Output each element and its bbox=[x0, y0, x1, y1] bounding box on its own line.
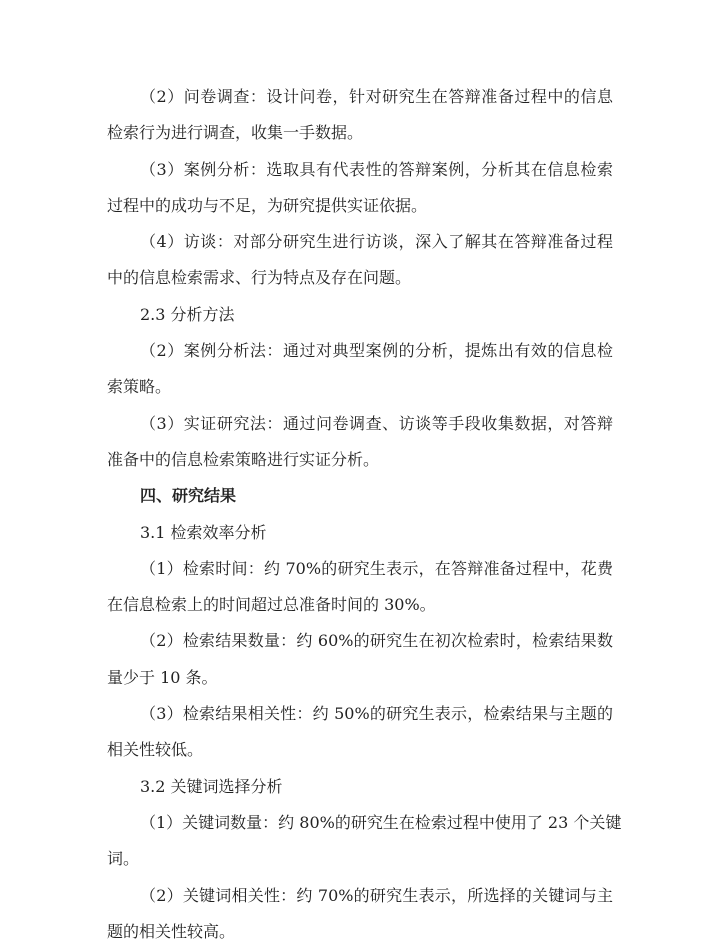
text-line: 词。 bbox=[107, 849, 140, 869]
text-line: （4）访谈：对部分研究生进行访谈，深入了解其在答辩准备过程 bbox=[140, 232, 613, 252]
text-line: （3）检索结果相关性：约 50%的研究生表示，检索结果与主题的 bbox=[140, 704, 613, 724]
paragraph bbox=[107, 79, 613, 152]
subsection-heading bbox=[107, 769, 613, 805]
paragraph bbox=[107, 805, 622, 878]
text-line: （3）实证研究法：通过问卷调查、访谈等手段收集数据，对答辩 bbox=[140, 413, 613, 433]
text-line: 索策略。 bbox=[107, 377, 172, 397]
paragraph bbox=[107, 551, 613, 624]
text-line: （2）案例分析法：通过对典型案例的分析，提炼出有效的信息检 bbox=[140, 341, 613, 361]
text-line: （2）检索结果数量：约 60%的研究生在初次检索时，检索结果数 bbox=[140, 631, 613, 651]
text-line: 在信息检索上的时间超过总准备时间的 30%。 bbox=[107, 595, 436, 615]
paragraph bbox=[107, 224, 613, 297]
text-line: 检索行为进行调查，收集一手数据。 bbox=[107, 123, 364, 143]
text-line: 四、研究结果 bbox=[140, 486, 237, 506]
text-line: （1）关键词数量：约 80%的研究生在检索过程中使用了 23 个关键 bbox=[140, 812, 622, 832]
document-page bbox=[107, 79, 622, 950]
text-line: 准备中的信息检索策略进行实证分析。 bbox=[107, 449, 380, 469]
text-line: 量少于 10 条。 bbox=[107, 667, 218, 687]
text-line: 过程中的成功与不足，为研究提供实证依据。 bbox=[107, 195, 428, 215]
text-line: （2）问卷调查：设计问卷，针对研究生在答辩准备过程中的信息 bbox=[140, 87, 613, 106]
text-line: 2.3 分析方法 bbox=[140, 304, 235, 324]
text-line: 3.1 检索效率分析 bbox=[140, 522, 267, 542]
text-line: 题的相关性较高。 bbox=[107, 921, 236, 941]
paragraph bbox=[107, 152, 613, 225]
text-line: （2）关键词相关性：约 70%的研究生表示，所选择的关键词与主 bbox=[140, 885, 613, 905]
text-line: （1）检索时间：约 70%的研究生表示，在答辩准备过程中，花费 bbox=[140, 558, 613, 578]
text-line: 3.2 关键词选择分析 bbox=[140, 776, 283, 796]
subsection-heading bbox=[107, 515, 613, 551]
paragraph bbox=[107, 696, 613, 769]
paragraph bbox=[107, 333, 613, 406]
text-line: （3）案例分析：选取具有代表性的答辩案例，分析其在信息检索 bbox=[140, 159, 613, 179]
paragraph bbox=[107, 406, 613, 479]
section-heading bbox=[107, 478, 613, 514]
text-line: 相关性较低。 bbox=[107, 740, 204, 760]
paragraph bbox=[107, 623, 613, 696]
text-line: 中的信息检索需求、行为特点及存在问题。 bbox=[107, 268, 412, 288]
paragraph bbox=[107, 878, 613, 950]
subsection-heading bbox=[107, 297, 613, 333]
